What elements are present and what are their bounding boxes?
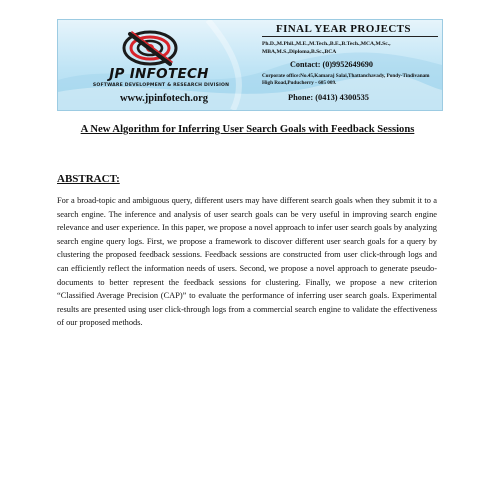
heading-divider (262, 36, 438, 37)
company-tagline: SOFTWARE DEVELOPMENT & RESEARCH DIVISION (92, 83, 230, 88)
phone-number: Phone: (0413) 4300535 (288, 93, 369, 102)
abstract-paragraph: For a broad-topic and ambiguous query, different users may have different search goals when they submit it to a search engine. The inference and analysis of user search goals can be very useful in improving search engine relevance and user experience. In this paper, we propose a novel approach to infer user search goals by analyzing search engine query logs. First, we propose a framework to discover different user search goals for a query by clustering the proposed feedback sessions. Feedback sessions are constructed from user click-through logs and can efficiently reflect the information needs of users. Second, we propose a novel approach to generate pseudo-documents to better represent the feedback sessions for clustering. Finally, we propose a new criterion “Classified Average Precision (CAP)” to evaluate the performance of inferring user search goals. Experimental results are presented using user click-through logs from a commercial search engine to validate the effectiveness of our proposed methods. (57, 196, 437, 328)
swirl-logo-icon (122, 24, 178, 68)
contact-number: Contact: (0)9952649690 (290, 60, 373, 69)
company-brand-name: JP INFOTECH (109, 66, 209, 82)
company-website-link[interactable]: www.jpinfotech.org (119, 93, 209, 104)
header-banner (57, 19, 443, 111)
degree-list: Ph.D.,M.Phil.,M.E.,M.Tech.,B.E.,B.Tech.,MCA,M.Sc., MBA,M.S.,Diploma,B.Sc.,BCA (262, 41, 391, 55)
office-address: Corporate office:No.45,Kamaraj Salai,Thattanchavady, Pondy-Tindivanam High Road,Puducherry - 605 009. (262, 73, 430, 86)
abstract-heading: ABSTRACT: (57, 173, 120, 185)
final-year-projects-heading: FINAL YEAR PROJECTS (276, 23, 411, 35)
document-title (80, 124, 415, 136)
document-title-text: A New Algorithm for Inferring User Search Goals with Feedback Sessions (80, 124, 415, 135)
